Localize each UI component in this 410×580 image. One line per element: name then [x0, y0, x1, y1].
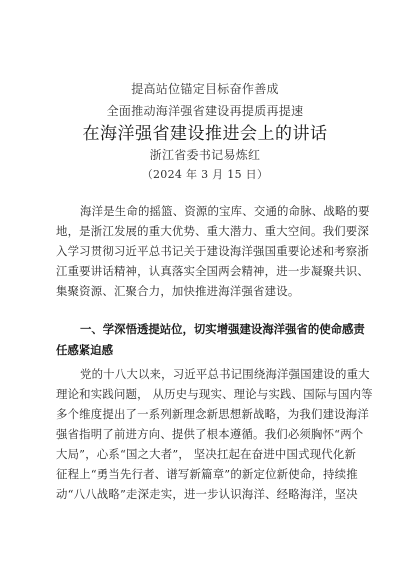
paragraph-line: 地，是浙江发展的重大优势、重大潜力、重大空间。我们要深: [56, 224, 369, 238]
paragraph-line: 多个维度提出了一系列新理念新思想新战略，为我们建设海洋: [56, 407, 369, 421]
paragraph-line: 集聚资源、汇聚合力，加快推进海洋强省建设。: [56, 284, 300, 298]
paragraph-line: 征程上“勇当先行者、谱写新篇章”的新定位新使命，持续推: [56, 467, 358, 481]
author-line: 浙江省委书记易炼红: [149, 148, 261, 162]
section-paragraph: [56, 364, 376, 504]
paragraph-line: 入学习贯彻习近平总书记关于建设海洋强国重要论述和考察浙: [56, 244, 369, 258]
subtitle-line-2: 全面推动海洋强省建设再提质再提速: [106, 104, 304, 118]
paragraph-line: 大局”，心系“国之大者”， 坚决扛起在奋进中国式现代化新: [56, 447, 357, 461]
date-line: （2024 年 3 月 15 日）: [141, 168, 269, 181]
paragraph-line: 江重要讲话精神，认真落实全国两会精神，进一步凝聚共识、: [56, 264, 369, 278]
paragraph-line: 党的十八大以来，习近平总书记围绕海洋强国建设的重大: [80, 367, 370, 381]
subtitle-line-1: 提高站位锚定目标奋作善成: [131, 82, 279, 96]
intro-paragraph: [56, 201, 376, 301]
paragraph-line: 强省指明了前进方向、提供了根本遵循。我们必须胸怀“两个: [56, 427, 364, 441]
paragraph-line: 海洋是生命的摇篮、资源的宝库、交通的命脉、战略的要: [80, 204, 370, 218]
heading-line: 一、学深悟透提站位，切实增强建设海洋强省的使命感责: [80, 322, 365, 336]
paragraph-line: 理论和实践问题， 从历史与现实、理论与实践、国际与国内等: [56, 387, 373, 401]
paragraph-line: 动“八八战略”走深走实，进一步认识海洋、经略海洋，坚决: [56, 487, 358, 501]
document-title: 在海洋强省建设推进会上的讲话: [82, 124, 328, 144]
section-heading: [56, 319, 386, 361]
heading-line: 任感紧迫感: [56, 343, 113, 357]
